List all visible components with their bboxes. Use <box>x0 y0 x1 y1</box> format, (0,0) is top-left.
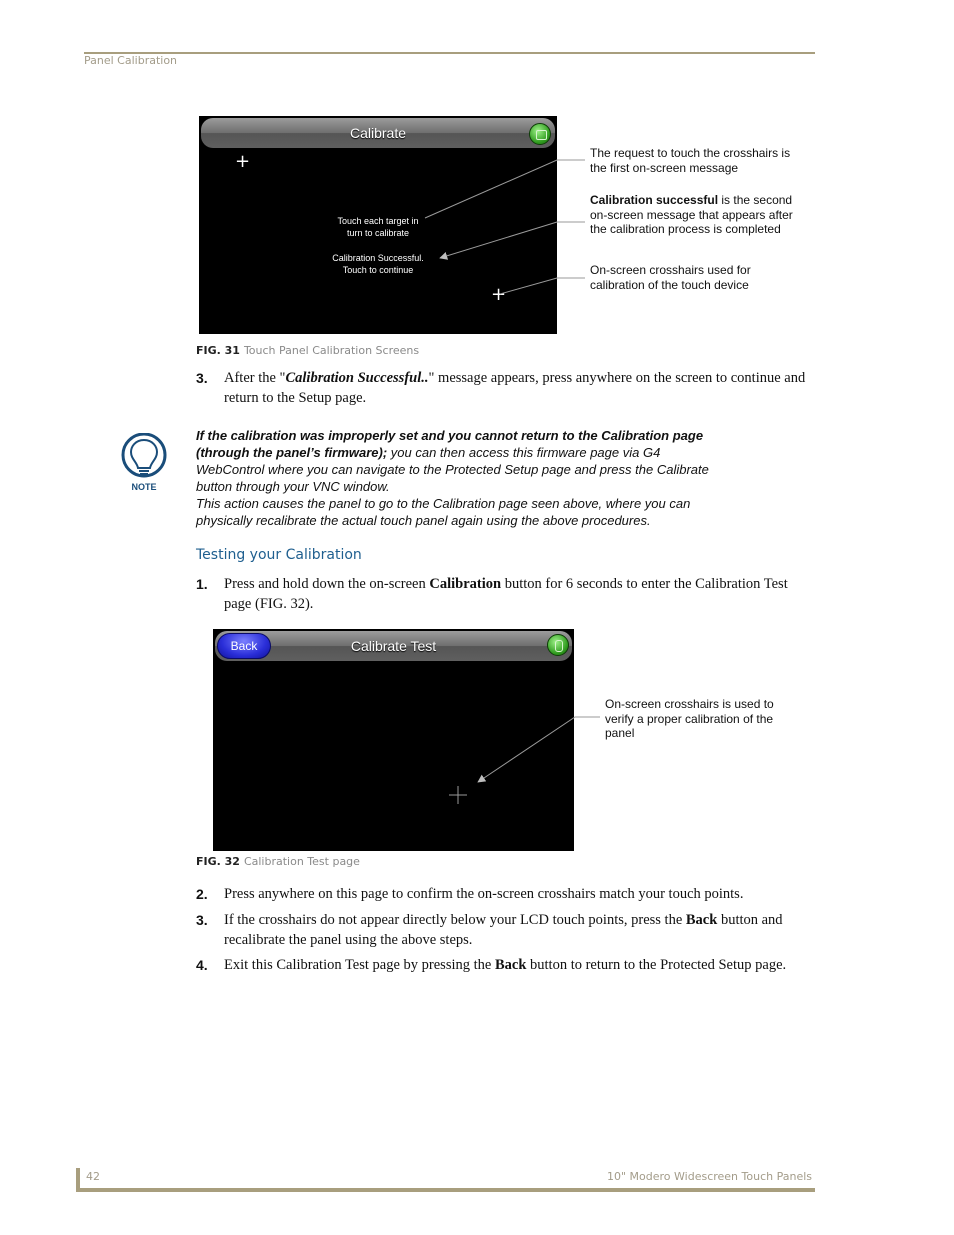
home-icon <box>529 123 551 145</box>
calibration-success-message: Calibration Successful. Touch to continue <box>332 253 424 275</box>
callout-first-message: The request to touch the crosshairs is the first on-screen message <box>590 146 791 175</box>
footer-rule <box>76 1188 815 1192</box>
crosshair-icon-bottom-right: + <box>491 284 507 305</box>
svg-text:NOTE: NOTE <box>131 482 157 492</box>
step-1-hold-calibration: 1. Press and hold down the on-screen Calibration button for 6 seconds to enter the Calibration Test page (FIG. 32). <box>196 576 788 612</box>
step-2-press-anywhere: 2. Press anywhere on this page to confirm the on-screen crosshairs match your touch points. <box>196 886 744 902</box>
crosshair-icon-top-left: + <box>235 151 251 172</box>
fig31-caption: FIG. 31 Touch Panel Calibration Screens <box>196 344 420 357</box>
step-4-exit: 4. Exit this Calibration Test page by pressing the Back button to return to the Protected Setup page. <box>196 957 787 973</box>
calibrate-screen-image <box>199 116 557 334</box>
crosshair-icon-test <box>449 786 467 804</box>
touch-target-message: Touch each target in turn to calibrate <box>337 216 419 238</box>
calibrate-test-screen-image <box>213 629 574 851</box>
header-rule <box>84 52 815 54</box>
lock-icon <box>547 634 569 656</box>
fig32-caption: FIG. 32 Calibration Test page <box>196 855 360 868</box>
step-3-back-button: 3. If the crosshairs do not appear directly below your LCD touch points, press the Back button and recalibrate the panel using the above steps. <box>196 912 783 948</box>
page-number: 42 <box>86 1170 100 1183</box>
section-title: Testing your Calibration <box>196 547 362 563</box>
callout-success-message: Calibration successful is the second on-screen message that appears after the calibration process is completed <box>590 193 793 236</box>
running-header: Panel Calibration <box>84 54 178 67</box>
lightbulb-note-icon <box>120 433 168 493</box>
calibrate-title: Calibrate <box>349 125 407 141</box>
calibrate-test-title: Calibrate Test <box>350 638 437 654</box>
callout-test-crosshairs: On-screen crosshairs is used to verify a proper calibration of the panel <box>605 697 774 740</box>
note-text: If the calibration was improperly set and you cannot return to the Calibration page (through the panel’s firmware); you can then access this firmware page via G4 WebControl where you can navigate to the Protected Setup page and press the Calibrate button through your VNC window. This action causes the panel to go to the Calibration page seen above, where you can physically recalibrate the actual touch panel again using the above procedures. <box>196 428 709 528</box>
footer-title: 10" Modero Widescreen Touch Panels <box>606 1170 812 1183</box>
back-button: Back <box>217 633 271 659</box>
step-3-continue: 3. After the "Calibration Successful.." message appears, press anywhere on the screen to continue and return to the Setup page. <box>196 370 806 406</box>
callout-crosshairs: On-screen crosshairs used for calibration of the touch device <box>590 263 751 292</box>
calibrate-titlebar <box>201 118 555 148</box>
